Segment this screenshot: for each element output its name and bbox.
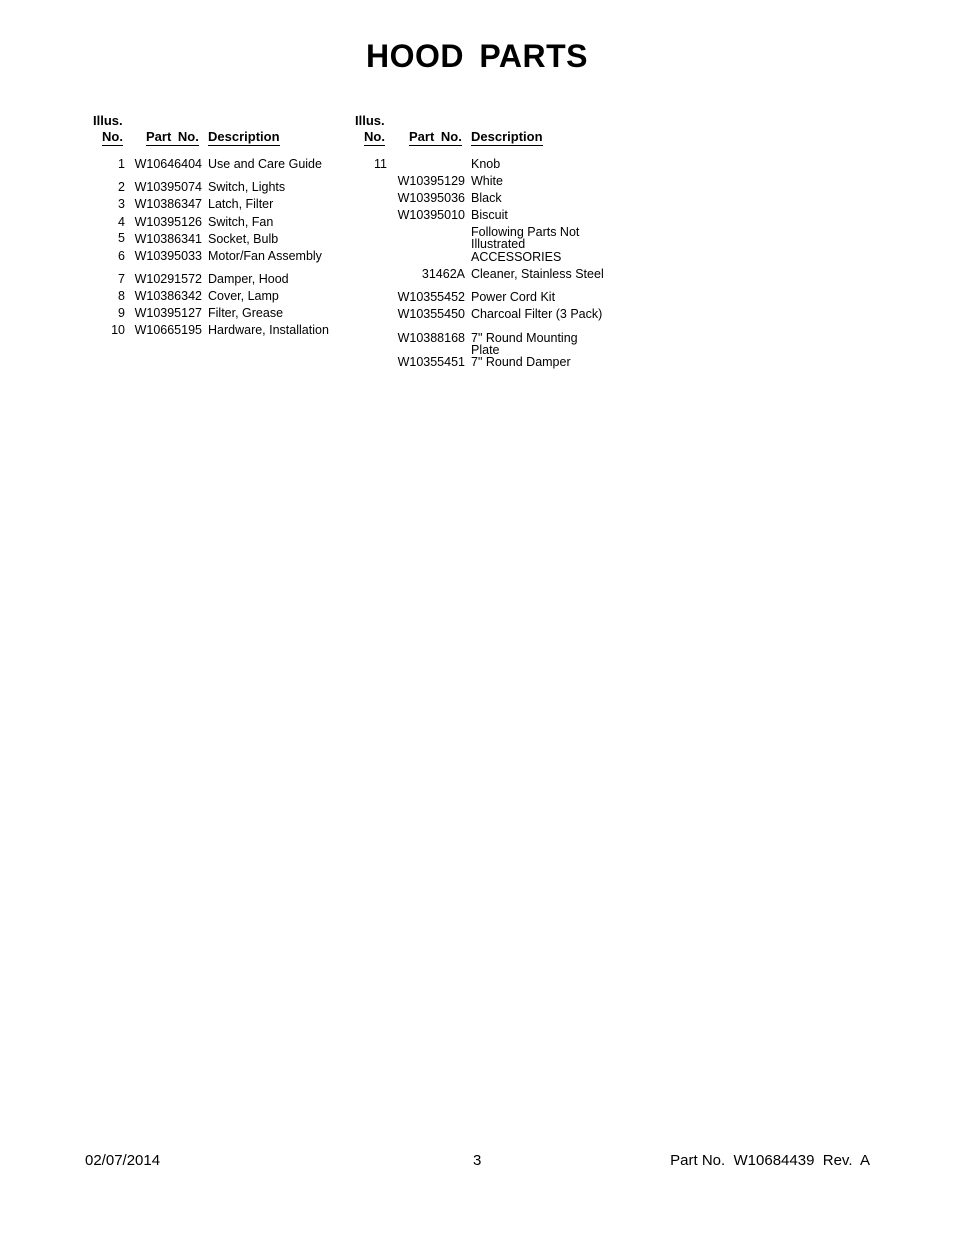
right-desc-black: Black — [471, 191, 502, 205]
left-part-6: W10395033 — [134, 249, 202, 263]
right-part-charcoal-filter: W10355450 — [397, 307, 465, 321]
right-note-not-illustrated: Following Parts Not Illustrated — [471, 225, 580, 251]
left-desc-2: Switch, Lights — [208, 180, 286, 194]
left-illus-4: 4 — [118, 215, 125, 229]
left-desc-4: Switch, Fan — [208, 215, 274, 229]
left-illus-5: 5 — [118, 231, 125, 245]
left-part-10: W10665195 — [134, 323, 202, 337]
left-part-2: W10395074 — [134, 180, 202, 194]
right-desc-mounting-plate: 7" Round Mounting Plate — [471, 331, 578, 357]
right-part-cleaner: 31462A — [421, 267, 465, 281]
right-part-white: W10395129 — [397, 174, 465, 188]
left-illus-2: 2 — [118, 180, 125, 194]
left-part-5: W10386341 — [134, 232, 202, 246]
left-desc-1: Use and Care Guide — [208, 157, 322, 171]
header-illus-right: Illus. — [355, 113, 385, 128]
right-part-biscuit: W10395010 — [397, 208, 465, 222]
left-desc-3: Latch, Filter — [208, 197, 274, 211]
left-desc-6: Motor/Fan Assembly — [208, 249, 322, 263]
left-illus-10: 10 — [111, 323, 125, 337]
left-illus-7: 7 — [118, 272, 125, 286]
right-part-power-cord: W10355452 — [397, 290, 465, 304]
right-section-accessories: ACCESSORIES — [471, 250, 562, 264]
left-illus-1: 1 — [118, 157, 125, 171]
header-description-left: Description — [208, 129, 280, 144]
left-illus-8: 8 — [118, 289, 125, 303]
left-illus-6: 6 — [118, 249, 125, 263]
left-desc-9: Filter, Grease — [208, 306, 284, 320]
left-part-3: W10386347 — [134, 197, 202, 211]
right-desc-biscuit: Biscuit — [471, 208, 508, 222]
header-part-no-left: Part No. — [146, 129, 199, 144]
right-part-mounting-plate: W10388168 — [397, 331, 465, 345]
footer-date: 02/07/2014 — [85, 1152, 161, 1169]
right-desc-white: White — [471, 174, 503, 188]
footer-part-number: Part No. W10684439 Rev. A — [670, 1152, 870, 1169]
header-description-right: Description — [471, 129, 543, 144]
left-part-7: W10291572 — [134, 272, 202, 286]
right-part-black: W10395036 — [397, 191, 465, 205]
left-illus-3: 3 — [118, 197, 125, 211]
left-part-8: W10386342 — [134, 289, 202, 303]
right-desc-power-cord: Power Cord Kit — [471, 290, 556, 304]
left-illus-9: 9 — [118, 306, 125, 320]
header-no-left: No. — [102, 129, 123, 144]
left-part-9: W10395127 — [134, 306, 202, 320]
page-title: HOOD PARTS — [366, 38, 588, 74]
left-desc-8: Cover, Lamp — [208, 289, 279, 303]
right-desc-charcoal-filter: Charcoal Filter (3 Pack) — [471, 307, 603, 321]
right-desc-round-damper: 7" Round Damper — [471, 355, 571, 369]
header-no-right: No. — [364, 129, 385, 144]
left-desc-5: Socket, Bulb — [208, 232, 279, 246]
left-desc-10: Hardware, Installation — [208, 323, 329, 337]
left-desc-7: Damper, Hood — [208, 272, 289, 286]
right-desc-cleaner: Cleaner, Stainless Steel — [471, 267, 604, 281]
left-part-1: W10646404 — [134, 157, 202, 171]
left-part-4: W10395126 — [134, 215, 202, 229]
right-illus-11: 11 — [374, 157, 387, 171]
right-part-round-damper: W10355451 — [397, 355, 465, 369]
footer-page-number: 3 — [473, 1152, 482, 1169]
header-part-no-right: Part No. — [409, 129, 462, 144]
right-desc-knob: Knob — [471, 157, 501, 171]
header-illus-left: Illus. — [93, 113, 123, 128]
